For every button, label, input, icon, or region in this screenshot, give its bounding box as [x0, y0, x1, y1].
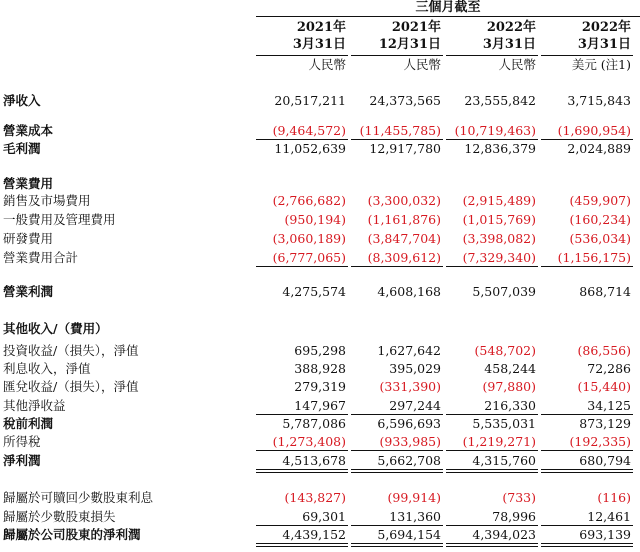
period-title-rule — [256, 16, 640, 17]
cell-value: 5,662,708 — [377, 453, 441, 468]
cell-value: 693,139 — [579, 527, 631, 542]
total-double-rule — [541, 469, 633, 473]
cell-value: (1,273,408) — [272, 434, 346, 449]
cell-value: (3,847,704) — [367, 231, 441, 246]
cell-value: 5,787,086 — [282, 416, 346, 431]
cell-value: 23,555,842 — [464, 93, 536, 108]
row-label: 匯兌收益/（損失），淨值 — [3, 379, 139, 394]
cell-value: 3,715,843 — [567, 93, 631, 108]
total-double-rule — [256, 543, 348, 547]
row-label: 歸屬於少數股東損失 — [3, 509, 116, 524]
cell-value: (7,329,340) — [462, 250, 536, 265]
row-label: 研發費用 — [3, 231, 54, 246]
cell-value: (86,556) — [577, 343, 631, 358]
row-label: 其他收入/（費用） — [3, 321, 108, 336]
row-label: 歸屬於可贖回少數股東利息 — [3, 490, 154, 505]
cell-value: (459,907) — [569, 193, 631, 208]
column-date: 12月31日 — [378, 37, 441, 52]
total-double-rule — [351, 469, 443, 473]
cell-value: 5,694,154 — [377, 527, 441, 542]
row-label: 歸屬於公司股東的淨利潤 — [3, 527, 141, 542]
cell-value: (160,234) — [569, 212, 631, 227]
column-year: 2021年 — [296, 20, 346, 35]
row-label: 營業費用 — [3, 176, 54, 191]
row-label: 營業費用合計 — [3, 250, 79, 265]
column-year: 2022年 — [581, 20, 631, 35]
cell-value: (9,464,572) — [272, 123, 346, 138]
cell-value: 5,507,039 — [472, 284, 536, 299]
period-title: 三個月截至 — [415, 0, 481, 15]
cell-value: (1,156,175) — [557, 250, 631, 265]
cell-value: (143,827) — [284, 490, 346, 505]
cell-value: 72,286 — [587, 361, 631, 376]
cell-value: 24,373,565 — [369, 93, 441, 108]
cell-value: 279,319 — [294, 379, 346, 394]
cell-value: 12,461 — [587, 509, 631, 524]
row-label: 其他淨收益 — [3, 398, 66, 413]
cell-value: (8,309,612) — [367, 250, 441, 265]
column-year: 2022年 — [486, 20, 536, 35]
cell-value: 20,517,211 — [274, 93, 346, 108]
cell-value: 11,052,639 — [274, 141, 346, 156]
cell-value: (116) — [597, 490, 631, 505]
cell-value: (548,702) — [474, 343, 536, 358]
row-label: 銷售及市場費用 — [3, 193, 91, 208]
row-label: 一般費用及管理費用 — [3, 212, 116, 227]
cell-value: (2,915,489) — [462, 193, 536, 208]
cell-value: (10,719,463) — [454, 123, 536, 138]
cell-value: 12,917,780 — [369, 141, 441, 156]
cell-value: (536,034) — [569, 231, 631, 246]
cell-value: (99,914) — [387, 490, 441, 505]
column-header-rule — [256, 55, 348, 56]
subtotal-rule — [256, 266, 348, 267]
row-label: 營業利潤 — [3, 284, 54, 299]
column-header-rule — [351, 55, 443, 56]
cell-value: 5,535,031 — [472, 416, 536, 431]
row-label: 營業成本 — [3, 123, 54, 138]
cell-value: (2,766,682) — [272, 193, 346, 208]
total-double-rule — [351, 543, 443, 547]
cell-value: (1,219,271) — [462, 434, 536, 449]
column-currency: 美元 (注1) — [571, 57, 631, 72]
cell-value: (933,985) — [379, 434, 441, 449]
column-currency: 人民幣 — [308, 57, 346, 72]
cell-value: 4,394,023 — [472, 527, 536, 542]
cell-value: 4,608,168 — [377, 284, 441, 299]
cell-value: (192,335) — [569, 434, 631, 449]
cell-value: 4,315,760 — [472, 453, 536, 468]
total-double-rule — [446, 543, 538, 547]
cell-value: 147,967 — [294, 398, 346, 413]
cell-value: 873,129 — [579, 416, 631, 431]
cell-value: (15,440) — [577, 379, 631, 394]
cell-value: (97,880) — [482, 379, 536, 394]
cell-value: (733) — [502, 490, 536, 505]
row-label: 利息收入，淨值 — [3, 361, 91, 376]
column-date: 3月31日 — [292, 37, 346, 52]
total-double-rule — [256, 469, 348, 473]
cell-value: 2,024,889 — [567, 141, 631, 156]
cell-value: (1,015,769) — [462, 212, 536, 227]
subtotal-rule — [541, 450, 633, 451]
cell-value: 6,596,693 — [377, 416, 441, 431]
cell-value: 868,714 — [579, 284, 631, 299]
row-label: 淨利潤 — [3, 453, 41, 468]
cell-value: 680,794 — [579, 453, 631, 468]
column-currency: 人民幣 — [403, 57, 441, 72]
cell-value: 458,244 — [484, 361, 536, 376]
row-label: 毛利潤 — [3, 141, 41, 156]
column-year: 2021年 — [391, 20, 441, 35]
subtotal-rule — [446, 266, 538, 267]
cell-value: 695,298 — [294, 343, 346, 358]
row-label: 所得稅 — [3, 434, 41, 449]
cell-value: 4,439,152 — [282, 527, 346, 542]
column-header-rule — [541, 55, 633, 56]
subtotal-rule — [446, 450, 538, 451]
cell-value: (331,390) — [379, 379, 441, 394]
cell-value: (6,777,065) — [272, 250, 346, 265]
column-currency: 人民幣 — [498, 57, 536, 72]
cell-value: 395,029 — [389, 361, 441, 376]
cell-value: 4,513,678 — [282, 453, 346, 468]
cell-value: 4,275,574 — [282, 284, 346, 299]
subtotal-rule — [351, 450, 443, 451]
cell-value: 388,928 — [294, 361, 346, 376]
cell-value: 34,125 — [587, 398, 631, 413]
cell-value: 297,244 — [389, 398, 441, 413]
cell-value: (3,398,082) — [462, 231, 536, 246]
row-label: 稅前利潤 — [3, 416, 54, 431]
cell-value: 216,330 — [484, 398, 536, 413]
cell-value: (1,161,876) — [367, 212, 441, 227]
cell-value: 78,996 — [492, 509, 536, 524]
cell-value: (1,690,954) — [557, 123, 631, 138]
row-label: 投資收益/（損失），淨值 — [3, 343, 139, 358]
subtotal-rule — [541, 266, 633, 267]
cell-value: (11,455,785) — [359, 123, 441, 138]
cell-value: (3,300,032) — [367, 193, 441, 208]
row-label: 淨收入 — [3, 93, 41, 108]
cell-value: 131,360 — [389, 509, 441, 524]
column-header-rule — [446, 55, 538, 56]
column-date: 3月31日 — [482, 37, 536, 52]
subtotal-rule — [351, 266, 443, 267]
cell-value: (3,060,189) — [272, 231, 346, 246]
cell-value: 12,836,379 — [464, 141, 536, 156]
column-date: 3月31日 — [577, 37, 631, 52]
cell-value: 69,301 — [302, 509, 346, 524]
cell-value: 1,627,642 — [377, 343, 441, 358]
total-double-rule — [446, 469, 538, 473]
cell-value: (950,194) — [284, 212, 346, 227]
total-double-rule — [541, 543, 633, 547]
subtotal-rule — [256, 450, 348, 451]
